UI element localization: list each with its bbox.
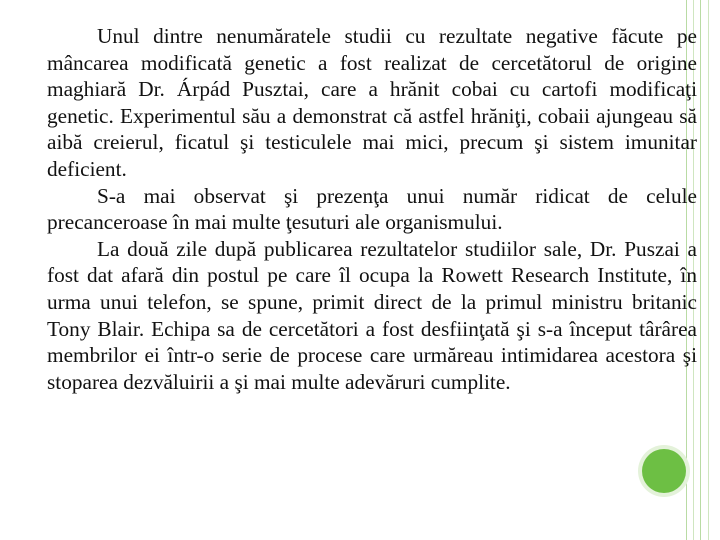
paragraph-dismissal: La două zile după publicarea rezultatelor studiilor sale, Dr. Puszai a fost dat afară din postul pe care îl ocupa la Rowett Research Institute, în urma unui telefon, se spune, primit direct de la primul ministru britanic Tony Blair. Echipa sa de cercetători a fost desfiinţată şi s-a început târârea membrilor ei într-o serie de procese care urmăreau intimidarea acestora şi stoparea dezvăluirii a şi mai multe adevăruri cumplite. (47, 236, 697, 394)
paragraph-precancerous-cells: S-a mai observat şi prezenţa unui număr ridicat de celule precanceroase în mai multe ţesuturi ale organismului. (47, 183, 697, 235)
slide-body-text (47, 23, 697, 395)
decorative-edge-line (700, 0, 701, 540)
decorative-edge-line (708, 0, 709, 540)
paragraph-study: Unul dintre nenumăratele studii cu rezultate negative făcute pe mâncarea modificată genetic a fost realizat de cercetătorul de origine maghiară Dr. Árpád Pusztai, care a hrănit cobai cu cartofi modificaţi genetic. Experimentul său a demonstrat că astfel hrăniţi, cobaii ajungeau să aibă creierul, ficatul şi testiculele mai mici, precum şi sistem imunitar deficient. (47, 24, 697, 181)
decorative-circle (642, 449, 686, 493)
